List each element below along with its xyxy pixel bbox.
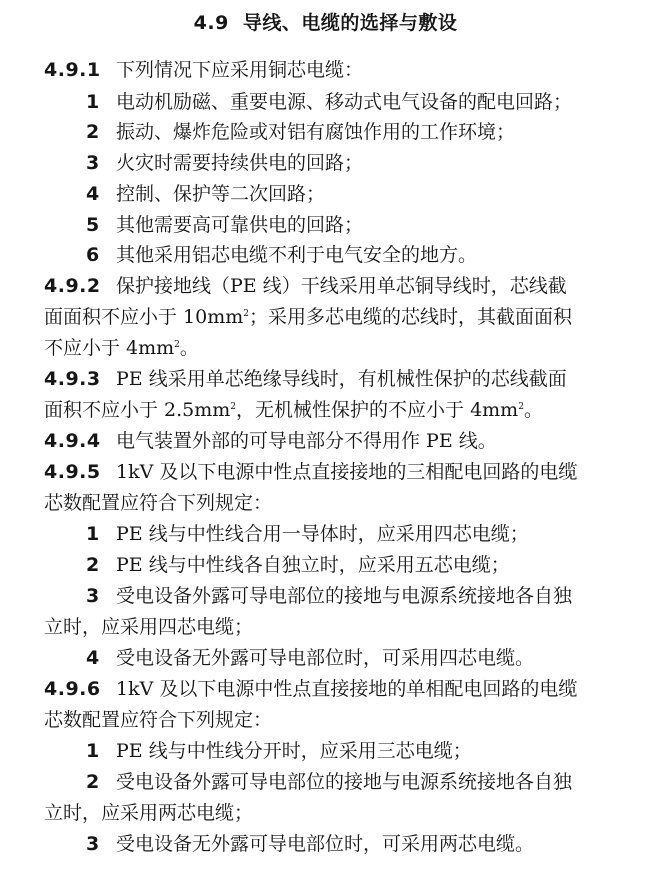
item-text: 受电设备无外露可导电部位时，可采用四芯电缆。 bbox=[116, 647, 535, 669]
clause-text-line: 芯数配置应符合下列规定： bbox=[44, 709, 273, 731]
item-text: PE 线与中性线分开时，应采用三芯电缆； bbox=[116, 740, 472, 762]
item-number: 3 bbox=[86, 833, 100, 855]
item-continuation: 立时，应采用两芯电缆； bbox=[44, 802, 254, 824]
clause-text-line: 芯数配置应符合下列规定： bbox=[44, 492, 273, 514]
clause-4-9-3 bbox=[44, 367, 651, 391]
item-text: 受电设备外露可导电部位的接地与电源系统接地各自独 bbox=[116, 585, 573, 607]
clause-number: 4.9.2 bbox=[44, 275, 101, 297]
list-item bbox=[86, 213, 651, 237]
item-number: 4 bbox=[86, 183, 100, 205]
clause-number: 4.9.4 bbox=[44, 430, 101, 452]
clause-text-line: 面积不应小于 $2.5mm^2$，无机械性保护的不应小于 $4mm^2$。 bbox=[44, 399, 543, 421]
list-item bbox=[86, 522, 651, 546]
item-text: 其他需要高可靠供电的回路； bbox=[116, 214, 364, 236]
list-item bbox=[86, 90, 651, 114]
item-text: PE 线与中性线合用一导体时，应采用四芯电缆； bbox=[116, 523, 529, 545]
clause-4-9-4 bbox=[44, 429, 651, 453]
item-number: 1 bbox=[86, 91, 100, 113]
list-item bbox=[86, 151, 651, 175]
item-text: 振动、爆炸危险或对铝有腐蚀作用的工作环境； bbox=[116, 121, 516, 143]
clause-text: 保护接地线（PE 线）干线采用单芯铜导线时，芯线截 bbox=[116, 275, 567, 297]
item-number: 1 bbox=[86, 523, 100, 545]
list-item bbox=[86, 739, 651, 763]
item-text: 受电设备外露可导电部位的接地与电源系统接地各自独 bbox=[116, 771, 573, 793]
list-item bbox=[86, 646, 651, 670]
list-item bbox=[86, 182, 651, 206]
item-number: 2 bbox=[86, 121, 100, 143]
item-text: 控制、保护等二次回路； bbox=[116, 183, 326, 205]
clause-text-line: 面面积不应小于 $10mm^2$；采用多芯电缆的芯线时，其截面面积 bbox=[44, 306, 572, 328]
clause-text: 1kV 及以下电源中性点直接接地的单相配电回路的电缆 bbox=[116, 678, 578, 700]
clause-text: PE 线采用单芯绝缘导线时，有机械性保护的芯线截面 bbox=[116, 368, 567, 390]
clause-number: 4.9.6 bbox=[44, 678, 101, 700]
list-item bbox=[86, 832, 651, 856]
clause-4-9-6 bbox=[44, 677, 651, 701]
clause-text: 1kV 及以下电源中性点直接接地的三相配电回路的电缆 bbox=[116, 461, 578, 483]
clause-text: 下列情况下应采用铜芯电缆： bbox=[116, 59, 364, 81]
item-continuation: 立时，应采用四芯电缆； bbox=[44, 616, 254, 638]
section-title: 导线、电缆的选择与敷设 bbox=[242, 12, 458, 34]
item-text: 受电设备无外露可导电部位时，可采用两芯电缆。 bbox=[116, 833, 535, 855]
item-number: 1 bbox=[86, 740, 100, 762]
list-item bbox=[86, 770, 651, 794]
item-number: 6 bbox=[86, 244, 100, 266]
clause-text-line: 不应小于 $4mm^2$。 bbox=[44, 337, 199, 359]
item-number: 2 bbox=[86, 771, 100, 793]
item-text: PE 线与中性线各自独立时，应采用五芯电缆； bbox=[116, 554, 510, 576]
clause-number: 4.9.5 bbox=[44, 461, 101, 483]
item-number: 5 bbox=[86, 214, 100, 236]
item-number: 3 bbox=[86, 585, 100, 607]
clause-text: 电气装置外部的可导电部分不得用作 PE 线。 bbox=[116, 430, 497, 452]
list-item bbox=[86, 120, 651, 144]
section-heading bbox=[0, 8, 651, 35]
item-text: 电动机励磁、重要电源、移动式电气设备的配电回路； bbox=[116, 91, 573, 113]
clause-4-9-1 bbox=[44, 58, 651, 82]
clause-number: 4.9.1 bbox=[44, 59, 101, 81]
list-item bbox=[86, 553, 651, 577]
item-number: 4 bbox=[86, 647, 100, 669]
item-text: 其他采用铝芯电缆不利于电气安全的地方。 bbox=[116, 244, 478, 266]
item-number: 3 bbox=[86, 152, 100, 174]
item-number: 2 bbox=[86, 554, 100, 576]
item-text: 火灾时需要持续供电的回路； bbox=[116, 152, 364, 174]
list-item bbox=[86, 584, 651, 608]
clause-4-9-2 bbox=[44, 274, 651, 298]
clause-4-9-5 bbox=[44, 460, 651, 484]
list-item bbox=[86, 243, 651, 267]
clause-number: 4.9.3 bbox=[44, 368, 101, 390]
section-number: 4.9 bbox=[193, 12, 229, 34]
